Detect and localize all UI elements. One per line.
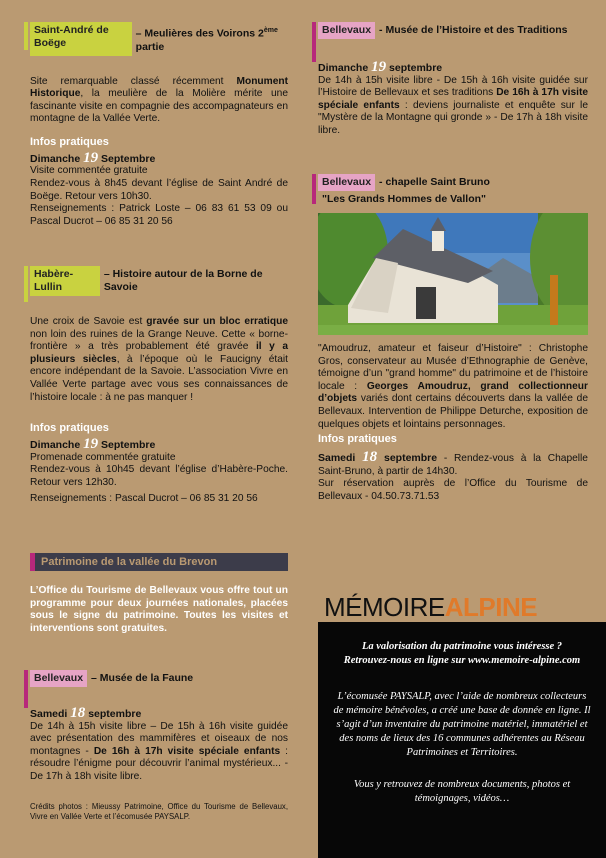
section-title: – Histoire autour de la Borne de Savoie [103, 268, 263, 293]
section-accent-bar [312, 22, 316, 62]
event-date: Samedi 18 septembre [30, 705, 142, 721]
infos-pratiques-heading: Infos pratiques [30, 422, 109, 435]
section-chapelle [318, 174, 588, 504]
office-tourisme-text: L’Office du Tourisme de Bellevaux vous offre tout un programme pour deux journées nationales, placées sous le signe du patrimoine. Toutes les visites et interventions sont gratuites. [30, 585, 288, 634]
section-header [30, 22, 288, 56]
event-schedule: De 14h à 15h visite libre – De 15h à 16h visite guidée avec présentation des mammifères et oiseaux de nos montagnes - De 16h à 17h visite spéciale enfants : résoudre l’énigme pour découvrir l’animal mystérieux... - De 17h à 18h visite libre. [30, 720, 288, 782]
photo-credits: Crédits photos : Mieussy Patrimoine, Office du Tourisme de Bellevaux, Vivre en Vallée Verte et l’écomusée PAYSALP. [30, 801, 288, 821]
section-saint-andre [30, 22, 288, 228]
event-info-1: Samedi 18 septembre - Rendez-vous à la Chapelle Saint-Bruno, à partir de 14h30. [318, 449, 588, 477]
section-header [318, 22, 588, 39]
memoire-alpine-info-box [318, 622, 606, 858]
section-title: - chapelle Saint Bruno [379, 176, 490, 188]
infos-pratiques-heading: Infos pratiques [318, 433, 397, 446]
section-description: Une croix de Savoie est gravée sur un bloc erratique non loin des ruines de la Grange Neuve. Cette « borne-frontière » a très probablement été gravée il y a plusieurs siècles, à l’époque où le Faucigny était encore indépendant de la Savoie. L’association Vivre en Vallée Verte partage avec vous ses connaissances de l’histoire locale : à ne pas manquer ! [30, 316, 289, 403]
section-description: "Amoudruz, amateur et faiseur d’Histoire" : Christophe Gros, conservateur au Musée d’Ethnographie de Genève, témoigne d’un "grand homme" du patrimoine et de l’histoire locale : Georges Amoudruz, grand collectionneur d’objets variés dont certains découverts dans la vallée de Bellevaux. Intervention de Philippe Deturche, exposition de quelques objets et lointains personnages. [318, 343, 588, 430]
section-musee-histoire [318, 22, 588, 138]
logo-text-alpine: ALPINE [444, 592, 538, 622]
section-accent-bar [24, 22, 28, 50]
logo-text-memoire: MÉMOIRE [324, 592, 445, 622]
event-schedule: De 14h à 15h visite libre - De 15h à 16h visite guidée sur l’Histoire de Bellevaux et ses traditions De 16h à 17h visite spéciale enfants : deviens journaliste et enquête sur le "Mystère de la Montagne qui gronde » - De 17h à 18h visite libre. [318, 74, 589, 136]
infos-pratiques-heading: Infos pratiques [30, 135, 109, 148]
section-header [318, 174, 588, 191]
box-closing: Vous y retrouvez de nombreux documents, photos et témoignages, vidéos… [353, 779, 571, 804]
event-info-2: Rendez-vous à 10h45 devant l’église d’Habère-Poche. Retour vers 12h30. [30, 464, 288, 488]
section-description: Site remarquable classé récemment Monument Historique, la meulière de la Molière mérite une fascinante visite en compagnie des accompagnateurs en montagne de la Vallée Verte. [30, 75, 288, 125]
section-accent-bar [24, 670, 28, 708]
event-info-2: Rendez-vous à 8h45 devant l’église de Saint André de Boëge. Retour vers 10h30. [30, 178, 288, 202]
section-place: Bellevaux [318, 22, 375, 39]
section-header [30, 266, 288, 296]
box-question: La valorisation du patrimoine vous intéresse ? [361, 641, 563, 652]
section-place: Bellevaux [30, 670, 87, 687]
section-habere-lullin [30, 266, 288, 505]
chapel-illustration [318, 213, 588, 335]
section-patrimoine [30, 553, 288, 635]
event-info-3: Renseignements : Patrick Loste – 06 83 61 53 09 ou Pascal Ducrot – 06 85 31 20 56 [30, 203, 288, 227]
section-accent-bar [24, 266, 28, 302]
event-date: Dimanche 19 Septembre [30, 436, 156, 453]
section-place: Bellevaux [318, 174, 375, 191]
event-info-1: Visite commentée gratuite [30, 165, 148, 177]
section-musee-faune [30, 670, 288, 822]
event-date: Dimanche 19 septembre [318, 59, 443, 75]
event-info-3: Renseignements : Pascal Ducrot – 06 85 31 20 56 [30, 492, 258, 504]
event-info-2: Sur réservation auprès de l’Office du Tourisme de Bellevaux - 04.50.73.71.53 [318, 478, 588, 502]
patrimoine-banner: Patrimoine de la vallée du Brevon [30, 553, 288, 571]
section-title: - Musée de l’Histoire et des Traditions [379, 24, 568, 36]
section-title: – Meulières des Voirons 2ème partie [135, 27, 278, 53]
section-header [30, 670, 288, 687]
section-subtitle: "Les Grands Hommes de Vallon" [322, 193, 487, 205]
box-website-line: Retrouvez-nous en ligne sur www.memoire-alpine.com [343, 655, 581, 666]
event-info-1: Promenade commentée gratuite [30, 451, 176, 463]
box-description: L’écomusée PAYSALP, avec l’aide de nombreux collecteurs de mémoire bénévoles, a créé une base de donnée en ligne. Il s’agit d’un inventaire du patrimoine matériel, immatériel et des noms de lieux des 16 communes adhérentes au Réseau Patrimoines et Territoires. [333, 691, 591, 758]
memoire-alpine-logo [318, 582, 588, 623]
section-place: Habère-Lullin [30, 266, 100, 296]
event-date: Dimanche 19 Septembre [30, 149, 156, 166]
section-title: – Musée de la Faune [91, 672, 194, 684]
section-accent-bar [312, 174, 316, 204]
section-place: Saint-André de Boëge [30, 22, 132, 56]
chapel-photo [318, 213, 588, 335]
